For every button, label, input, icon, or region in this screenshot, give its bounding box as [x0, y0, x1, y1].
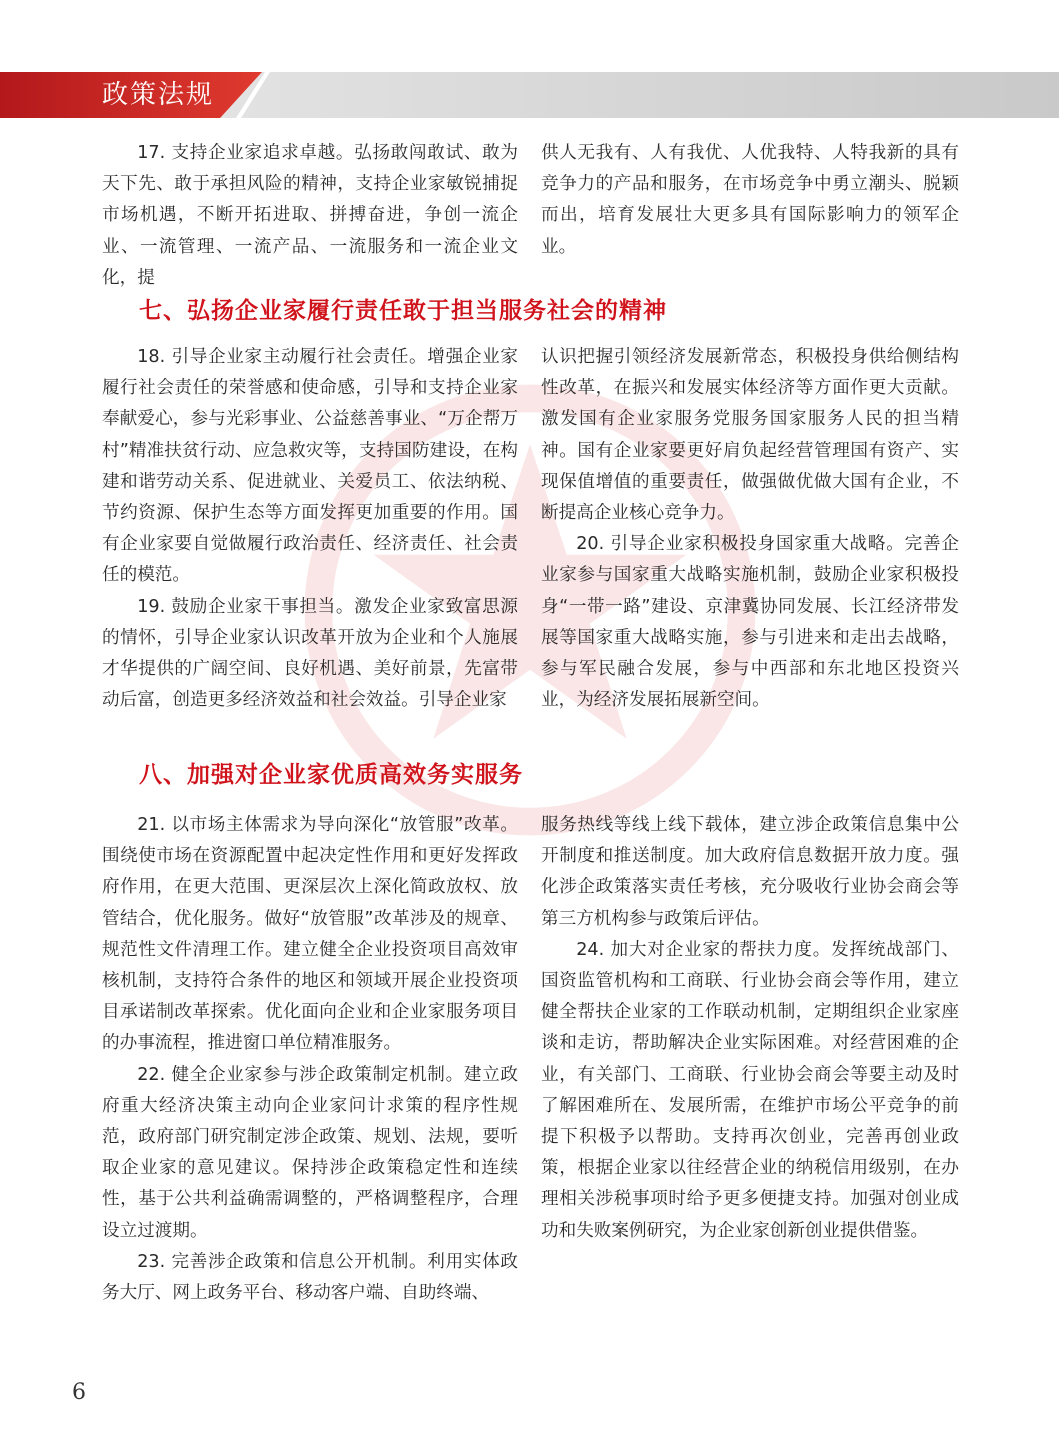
paragraph: 21. 以市场主体需求为导向深化“放管服”改革。围绕使市场在资源配置中起决定性作用和更好发挥政府作用，在更大范围、更深层次上深化简政放权、放管结合，优化服务。做好“放管服”改革涉及的规章、规范性文件清理工作。建立健全企业投资项目高效审核机制，支持符合条件的地区和领域开展企业投资项目承诺制改革探索。优化面向企业和企业家服务项目的办事流程，推进窗口单位精准服务。 [102, 815, 518, 1054]
paragraph: 供人无我有、人有我优、人优我特、人特我新的具有竞争力的产品和服务，在市场竞争中勇立潮头、脱颖而出，培育发展壮大更多具有国际影响力的领军企业。 [541, 143, 959, 257]
paragraph: 23. 完善涉企政策和信息公开机制。利用实体政务大厅、网上政务平台、移动客户端、自助终端、 [102, 1251, 518, 1304]
column-left-s3 [102, 810, 518, 1309]
paragraph: 服务热线等线上线下载体，建立涉企政策信息集中公开制度和推送制度。加大政府信息数据开放力度。强化涉企政策落实责任考核，充分吸收行业协会商会等第三方机构参与政策后评估。 [541, 815, 959, 929]
page-number: 6 [72, 1380, 86, 1405]
paragraph: 22. 健全企业家参与涉企政策制定机制。建立政府重大经济决策主动向企业家问计求策的程序性规范，政府部门研究制定涉企政策、规划、法规，要听取企业家的意见建议。保持涉企政策稳定性和连续性，基于公共利益确需调整的，严格调整程序，合理设立过渡期。 [102, 1064, 518, 1241]
column-right-s3 [541, 810, 959, 1247]
paragraph: 认识把握引领经济发展新常态，积极投身供给侧结构性改革，在振兴和发展实体经济等方面作更大贡献。激发国有企业家服务党服务国家服务人民的担当精神。国有企业家要更好肩负起经营管理国有资产、实现保值增值的重要责任，做强做优做大国有企业，不断提高企业核心竞争力。 [541, 347, 959, 524]
column-right-s2 [541, 342, 959, 716]
paragraph: 20. 引导企业家积极投身国家重大战略。完善企业家参与国家重大战略实施机制，鼓励企业家积极投身“一带一路”建设、京津冀协同发展、长江经济带发展等国家重大战略实施，参与引进来和走出去战略，参与军民融合发展，参与中西部和东北地区投资兴业，为经济发展拓展新空间。 [541, 534, 959, 711]
paragraph: 17. 支持企业家追求卓越。弘扬敢闯敢试、敢为天下先、敢于承担风险的精神，支持企业家敏锐捕捉市场机遇，不断开拓进取、拼搏奋进，争创一流企业、一流管理、一流产品、一流服务和一流企业文化，提 [102, 143, 518, 288]
paragraph: 18. 引导企业家主动履行社会责任。增强企业家履行社会责任的荣誉感和使命感，引导和支持企业家奉献爱心，参与光彩事业、公益慈善事业、“万企帮万村”精准扶贫行动、应急救灾等，支持国防建设，在构建和谐劳动关系、促进就业、关爱员工、依法纳税、节约资源、保护生态等方面发挥更加重要的作用。国有企业家要自觉做履行政治责任、经济责任、社会责任的模范。 [102, 347, 518, 586]
section-tag: 政策法规 [102, 80, 215, 110]
paragraph: 24. 加大对企业家的帮扶力度。发挥统战部门、国资监管机构和工商联、行业协会商会等作用，建立健全帮扶企业家的工作联动机制，定期组织企业家座谈和走访，帮助解决企业实际困难。对经营困难的企业，有关部门、工商联、行业协会商会等要主动及时了解困难所在、发展所需，在维护市场公平竞争的前提下积极予以帮助。支持再次创业，完善再创业政策，根据企业家以往经营企业的纳税信用级别，在办理相关涉税事项时给予更多便捷支持。加强对创业成功和失败案例研究，为企业家创新创业提供借鉴。 [541, 939, 959, 1241]
column-left-s1 [102, 138, 518, 294]
section-heading-8: 八、加强对企业家优质高效务实服务 [139, 762, 523, 788]
section-heading-7: 七、弘扬企业家履行责任敢于担当服务社会的精神 [139, 298, 667, 324]
paragraph: 19. 鼓励企业家干事担当。激发企业家致富思源的情怀，引导企业家认识改革开放为企业和个人施展才华提供的广阔空间、良好机遇、美好前景，先富带动后富，创造更多经济效益和社会效益。引导企业家 [102, 596, 518, 711]
column-left-s2 [102, 342, 518, 716]
column-right-s1 [541, 138, 959, 263]
